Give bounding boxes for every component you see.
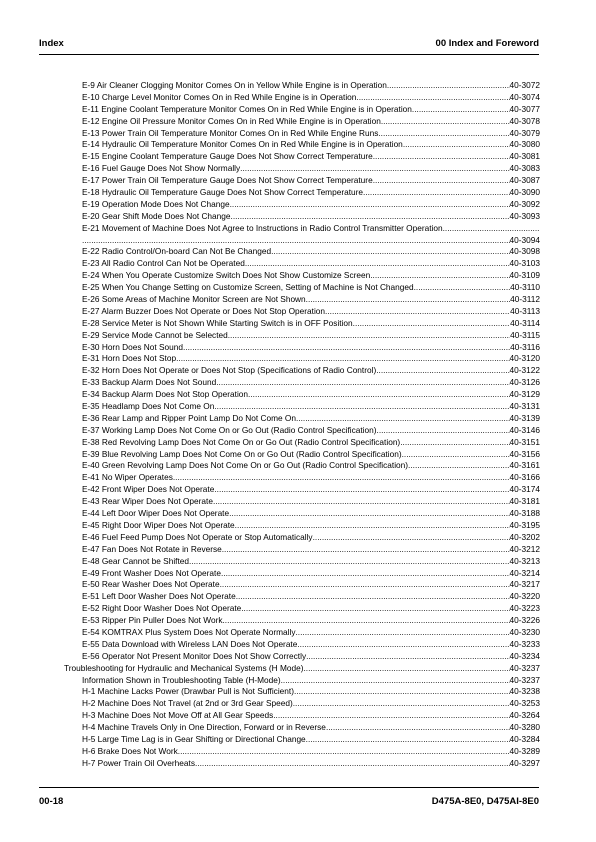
toc-entry-page: 40-3114 bbox=[510, 317, 540, 328]
toc-entry-title: E-51 Left Door Washer Does Not Operate bbox=[82, 591, 236, 602]
dot-leader bbox=[189, 556, 510, 568]
toc-entry-title: E-16 Fuel Gauge Does Not Show Normally bbox=[82, 163, 241, 174]
toc-entry[interactable] bbox=[64, 246, 540, 258]
toc-entry-page: 40-3112 bbox=[510, 294, 540, 305]
dot-leader bbox=[183, 342, 510, 354]
dot-leader bbox=[402, 449, 510, 461]
toc-entry-title: E-17 Power Train Oil Temperature Gauge Does Not Show Correct Temperature bbox=[82, 175, 373, 186]
dot-leader bbox=[400, 437, 509, 449]
toc-entry-title: E-23 All Radio Control Can Not be Operated bbox=[82, 258, 245, 269]
toc-entry[interactable] bbox=[64, 627, 540, 639]
toc-entry-page: 40-3212 bbox=[509, 543, 540, 554]
toc-entry-page: 40-3253 bbox=[509, 698, 540, 709]
toc-entry[interactable] bbox=[64, 663, 540, 675]
dot-leader bbox=[271, 246, 509, 258]
toc-entry-title: E-52 Right Door Washer Does Not Operate bbox=[82, 603, 242, 614]
toc-entry-title: E-18 Hydraulic Oil Temperature Gauge Does Not Show Correct Temperature bbox=[82, 187, 363, 197]
toc-entry-title: E-41 No Wiper Operates bbox=[82, 472, 173, 483]
toc-entry[interactable] bbox=[64, 556, 540, 568]
dot-leader bbox=[414, 282, 511, 294]
toc-entry-page: 40-3077 bbox=[509, 103, 540, 114]
dot-leader bbox=[325, 306, 510, 318]
toc-entry[interactable] bbox=[64, 532, 540, 544]
toc-entry-page: 40-3233 bbox=[509, 638, 540, 649]
toc-entry-page: 40-3092 bbox=[509, 198, 540, 209]
toc-entry-title: E-35 Headlamp Does Not Come On bbox=[82, 401, 215, 412]
toc-entry-title: E-10 Charge Level Monitor Comes On in Red While Engine is in Operation bbox=[82, 91, 357, 102]
toc-entry-title: E-39 Blue Revolving Lamp Does Not Come On or Go Out (Radio Control Specification) bbox=[82, 448, 402, 459]
toc-entry-page: 40-3146 bbox=[509, 424, 540, 435]
dot-leader bbox=[216, 377, 509, 389]
toc-entry-title: E-53 Ripper Pin Puller Does Not Work bbox=[82, 615, 223, 626]
toc-entry[interactable] bbox=[64, 270, 540, 282]
toc-entry-title: Troubleshooting for Hydraulic and Mechanical Systems (H Mode) bbox=[64, 662, 304, 673]
toc-entry[interactable] bbox=[64, 579, 540, 591]
toc-entry-page: 40-3264 bbox=[509, 710, 540, 721]
toc-entry-title: E-9 Air Cleaner Clogging Monitor Comes On in Yellow While Engine is in Operation bbox=[82, 79, 387, 90]
dot-leader bbox=[370, 270, 509, 282]
toc-entry-page: 40-3234 bbox=[509, 650, 540, 661]
toc-entry-title: E-37 Working Lamp Does Not Come On or Go Out (Radio Control Specification) bbox=[82, 424, 377, 435]
dot-leader bbox=[326, 722, 510, 734]
dot-leader bbox=[412, 104, 510, 116]
toc-entry-page: 40-3188 bbox=[509, 508, 540, 519]
toc-entry[interactable] bbox=[64, 544, 540, 556]
dot-leader bbox=[356, 92, 509, 104]
toc-entry[interactable] bbox=[64, 342, 540, 354]
toc-entry-title: E-47 Fan Does Not Rotate in Reverse bbox=[82, 543, 222, 554]
toc-entry-title: H-3 Machine Does Not Move Off at All Gear Speeds bbox=[82, 710, 274, 721]
toc-entry[interactable] bbox=[64, 116, 540, 128]
toc-entry-page: 40-3126 bbox=[509, 377, 540, 388]
toc-entry-page: 40-3083 bbox=[509, 163, 540, 174]
toc-entry-page: 40-3110 bbox=[510, 282, 540, 293]
toc-entry-page: 40-3120 bbox=[509, 353, 540, 364]
toc-entry-title: E-42 Front Wiper Does Not Operate bbox=[82, 484, 215, 495]
toc-entry[interactable] bbox=[64, 472, 540, 484]
dot-leader bbox=[378, 128, 509, 140]
toc-entry-page: 40-3109 bbox=[509, 270, 540, 281]
dot-leader bbox=[387, 80, 510, 92]
toc-entry-title: Information Shown in Troubleshooting Table (H-Mode) bbox=[82, 674, 281, 685]
toc-entry-title: E-25 When You Change Setting on Customize Screen, Setting of Machine is Not Changed bbox=[82, 282, 414, 293]
toc-entry-page: 40-3098 bbox=[509, 246, 540, 257]
toc-entry-page: 40-3226 bbox=[509, 615, 540, 626]
dot-leader bbox=[296, 413, 510, 425]
toc-entry[interactable] bbox=[64, 722, 540, 734]
toc-entry[interactable] bbox=[64, 258, 540, 270]
toc-entry[interactable] bbox=[64, 675, 540, 687]
toc-entry-title: E-24 When You Operate Customize Switch Does Not Show Customize Screen bbox=[82, 270, 371, 281]
toc-entry[interactable] bbox=[64, 151, 540, 163]
toc-entry-title: E-34 Backup Alarm Does Not Stop Operation bbox=[82, 389, 249, 400]
dot-leader bbox=[229, 508, 509, 520]
toc-entry-page: 40-3297 bbox=[509, 757, 540, 768]
dot-leader bbox=[281, 675, 510, 687]
toc-entry[interactable] bbox=[64, 282, 540, 294]
dot-leader bbox=[377, 425, 510, 437]
toc-entry-title: E-27 Alarm Buzzer Does Not Operate or Does Not Stop Operation bbox=[82, 305, 326, 316]
footer-model-name: D475A-8E0, D475AI-8E0 bbox=[431, 796, 539, 807]
dot-leader bbox=[231, 211, 510, 223]
table-of-contents bbox=[64, 80, 540, 770]
toc-entry-title: H-7 Power Train Oil Overheats bbox=[82, 757, 195, 768]
dot-leader bbox=[293, 698, 510, 710]
toc-entry-page: 40-3237 bbox=[509, 674, 540, 685]
dot-leader bbox=[245, 258, 510, 270]
toc-entry-page: 40-3223 bbox=[509, 603, 540, 614]
dot-leader bbox=[235, 520, 510, 532]
dot-leader bbox=[178, 746, 510, 758]
dot-leader bbox=[230, 199, 510, 211]
toc-entry-page: 40-3074 bbox=[509, 91, 540, 102]
dot-leader bbox=[306, 294, 510, 306]
dot-leader bbox=[306, 734, 510, 746]
toc-entry-page: 40-3181 bbox=[509, 496, 540, 507]
toc-entry-title: E-46 Fuel Feed Pump Does Not Operate or Stop Automatically bbox=[82, 531, 313, 542]
toc-entry[interactable] bbox=[64, 734, 540, 746]
toc-entry-title: E-45 Right Door Wiper Does Not Operate bbox=[82, 519, 235, 530]
dot-leader bbox=[240, 163, 509, 175]
toc-entry[interactable] bbox=[64, 211, 540, 223]
toc-entry-page: 40-3093 bbox=[509, 210, 540, 221]
toc-entry[interactable] bbox=[64, 568, 540, 580]
dot-leader bbox=[221, 568, 510, 580]
toc-entry-title: E-22 Radio Control/On-board Can Not Be Changed bbox=[82, 246, 272, 257]
toc-entry-title: H-6 Brake Does Not Work bbox=[82, 745, 178, 756]
dot-leader bbox=[176, 353, 509, 365]
dot-leader bbox=[195, 758, 510, 770]
toc-entry-page: 40-3284 bbox=[509, 733, 540, 744]
toc-entry-title: E-40 Green Revolving Lamp Does Not Come On or Go Out (Radio Control Specification) bbox=[82, 460, 409, 471]
toc-entry[interactable] bbox=[64, 306, 540, 318]
toc-entry-page: 40-3202 bbox=[509, 531, 540, 542]
toc-entry[interactable] bbox=[64, 175, 540, 187]
toc-entry-page: 40-3156 bbox=[509, 448, 540, 459]
toc-entry-page: 40-3195 bbox=[509, 519, 540, 530]
dot-leader bbox=[363, 187, 510, 199]
toc-entry-page: 40-3238 bbox=[509, 686, 540, 697]
toc-entry-page: 40-3080 bbox=[509, 139, 540, 150]
toc-entry[interactable] bbox=[64, 377, 540, 389]
dot-leader bbox=[297, 639, 509, 651]
toc-entry-page: 40-3220 bbox=[509, 591, 540, 602]
dot-leader bbox=[248, 389, 510, 401]
toc-entry-page: 40-3079 bbox=[509, 127, 540, 138]
dot-leader bbox=[294, 686, 510, 698]
toc-entry-title: E-30 Horn Does Not Sound bbox=[82, 341, 184, 352]
toc-entry[interactable] bbox=[64, 223, 540, 235]
toc-entry-title: H-4 Machine Travels Only in One Direction, Forward or in Reverse bbox=[82, 722, 326, 733]
toc-entry-title: E-15 Engine Coolant Temperature Gauge Does Not Show Correct Temperature bbox=[82, 151, 373, 162]
dot-leader bbox=[173, 472, 510, 484]
toc-entry[interactable] bbox=[64, 651, 540, 663]
dot-leader bbox=[82, 235, 510, 247]
toc-entry[interactable] bbox=[64, 758, 540, 770]
toc-entry[interactable] bbox=[64, 163, 540, 175]
toc-entry[interactable] bbox=[64, 401, 540, 413]
toc-entry-title: E-49 Front Washer Does Not Operate bbox=[82, 567, 221, 578]
dot-leader bbox=[241, 603, 509, 615]
toc-entry-page: 40-3166 bbox=[509, 472, 540, 483]
toc-entry-page: 40-3230 bbox=[509, 626, 540, 637]
toc-entry[interactable] bbox=[64, 365, 540, 377]
dot-leader bbox=[373, 151, 510, 163]
toc-entry-title: E-14 Hydraulic Oil Temperature Monitor Comes On in Red While Engine is in Operation bbox=[82, 139, 403, 150]
toc-entry-page: 40-3094 bbox=[509, 234, 540, 245]
toc-entry[interactable] bbox=[64, 80, 540, 92]
toc-entry-title: H-5 Large Time Lag is in Gear Shifting or Directional Change bbox=[82, 733, 306, 744]
dot-leader bbox=[403, 139, 510, 151]
toc-entry-page: 40-3129 bbox=[509, 389, 540, 400]
toc-entry-page: 40-3116 bbox=[510, 341, 540, 352]
toc-entry-title: E-12 Engine Oil Pressure Monitor Comes On in Red While Engine is in Operation bbox=[82, 115, 381, 126]
toc-entry-title: E-21 Movement of Machine Does Not Agree to Instructions in Radio Control Transmitter Operation bbox=[82, 222, 443, 233]
toc-entry-page: 40-3122 bbox=[509, 365, 540, 376]
toc-entry[interactable] bbox=[64, 520, 540, 532]
toc-entry-title: E-56 Operator Not Present Monitor Does Not Show Correctly bbox=[82, 650, 307, 661]
toc-entry[interactable] bbox=[64, 92, 540, 104]
footer-page-number: 00-18 bbox=[39, 796, 64, 807]
toc-entry-page: 40-3081 bbox=[509, 151, 540, 162]
toc-entry[interactable] bbox=[64, 187, 540, 199]
toc-entry-page: 40-3090 bbox=[509, 187, 540, 197]
toc-entry-page: 40-3217 bbox=[509, 579, 540, 590]
toc-entry[interactable] bbox=[64, 425, 540, 437]
toc-entry[interactable] bbox=[64, 746, 540, 758]
toc-entry-page: 40-3161 bbox=[509, 460, 540, 471]
dot-leader bbox=[306, 651, 509, 663]
dot-leader bbox=[214, 401, 509, 413]
dot-leader bbox=[220, 579, 510, 591]
toc-entry[interactable] bbox=[64, 294, 540, 306]
toc-entry-page: 40-3151 bbox=[509, 436, 540, 447]
toc-entry-title: E-13 Power Train Oil Temperature Monitor Comes On in Red While Engine Runs bbox=[82, 127, 379, 138]
toc-entry[interactable] bbox=[64, 710, 540, 722]
toc-entry[interactable] bbox=[64, 353, 540, 365]
toc-entry-title: E-33 Backup Alarm Does Not Sound bbox=[82, 377, 217, 388]
toc-entry-page: 40-3131 bbox=[509, 401, 540, 412]
toc-entry-title: H-1 Machine Lacks Power (Drawbar Pull is Not Sufficient) bbox=[82, 686, 294, 697]
toc-entry-title: E-38 Red Revolving Lamp Does Not Come On or Go Out (Radio Control Specification) bbox=[82, 436, 401, 447]
toc-entry-page: 40-3213 bbox=[509, 555, 540, 566]
dot-leader bbox=[376, 365, 509, 377]
toc-entry[interactable] bbox=[64, 639, 540, 651]
toc-entry-page: 40-3174 bbox=[509, 484, 540, 495]
dot-leader bbox=[373, 175, 510, 187]
toc-entry[interactable] bbox=[64, 235, 540, 247]
toc-entry[interactable] bbox=[64, 698, 540, 710]
toc-entry[interactable] bbox=[64, 508, 540, 520]
toc-entry-page: 40-3072 bbox=[509, 79, 540, 90]
dot-leader bbox=[213, 496, 510, 508]
toc-entry-title: E-54 KOMTRAX Plus System Does Not Operate Normally bbox=[82, 626, 296, 637]
toc-entry[interactable] bbox=[64, 484, 540, 496]
dot-leader bbox=[223, 615, 510, 627]
toc-entry-page: 40-3280 bbox=[509, 722, 540, 733]
toc-entry-page: 40-3087 bbox=[509, 175, 540, 186]
toc-entry[interactable] bbox=[64, 199, 540, 211]
toc-entry[interactable] bbox=[64, 603, 540, 615]
header-section-title: Index bbox=[39, 38, 64, 49]
toc-entry-title: E-36 Rear Lamp and Ripper Point Lamp Do Not Come On bbox=[82, 412, 296, 423]
toc-entry-title: E-19 Operation Mode Does Not Change bbox=[82, 198, 230, 209]
dot-leader bbox=[353, 318, 510, 330]
dot-leader bbox=[303, 663, 509, 675]
toc-entry-title: E-28 Service Meter is Not Shown While Starting Switch is in OFF Position bbox=[82, 317, 353, 328]
toc-entry[interactable] bbox=[64, 591, 540, 603]
toc-entry[interactable] bbox=[64, 496, 540, 508]
toc-entry[interactable] bbox=[64, 389, 540, 401]
toc-entry-title: E-43 Rear Wiper Does Not Operate bbox=[82, 496, 213, 507]
dot-leader bbox=[273, 710, 509, 722]
toc-entry[interactable] bbox=[64, 686, 540, 698]
toc-entry-page: 40-3139 bbox=[509, 412, 540, 423]
toc-entry-page: 40-3289 bbox=[509, 745, 540, 756]
dot-leader bbox=[295, 627, 509, 639]
toc-entry[interactable] bbox=[64, 318, 540, 330]
toc-entry-page: 40-3237 bbox=[509, 662, 540, 673]
toc-entry-page: 40-3078 bbox=[509, 115, 540, 126]
toc-entry-title: E-55 Data Download with Wireless LAN Does Not Operate bbox=[82, 638, 298, 649]
dot-leader bbox=[381, 116, 510, 128]
toc-entry-title: E-44 Left Door Wiper Does Not Operate bbox=[82, 508, 230, 519]
toc-entry[interactable] bbox=[64, 139, 540, 151]
toc-entry[interactable] bbox=[64, 330, 540, 342]
toc-entry[interactable] bbox=[64, 449, 540, 461]
toc-entry-page: 40-3115 bbox=[510, 329, 540, 340]
dot-leader bbox=[222, 544, 510, 556]
toc-entry[interactable] bbox=[64, 461, 540, 473]
header-divider bbox=[39, 54, 539, 55]
toc-entry[interactable] bbox=[64, 437, 540, 449]
toc-entry-page: 40-3113 bbox=[510, 305, 540, 316]
dot-leader bbox=[228, 330, 510, 342]
toc-entry-title: E-11 Engine Coolant Temperature Monitor Comes On in Red While Engine is in Operation bbox=[82, 103, 412, 114]
toc-entry[interactable] bbox=[64, 104, 540, 116]
dot-leader bbox=[443, 223, 540, 235]
toc-entry-title: E-50 Rear Washer Does Not Operate bbox=[82, 579, 220, 590]
toc-entry-title: E-29 Service Mode Cannot be Selected bbox=[82, 329, 228, 340]
dot-leader bbox=[214, 484, 509, 496]
header-chapter-title: 00 Index and Foreword bbox=[435, 38, 539, 49]
toc-entry[interactable] bbox=[64, 413, 540, 425]
toc-entry-page: 40-3214 bbox=[509, 567, 540, 578]
toc-entry[interactable] bbox=[64, 128, 540, 140]
toc-entry-title: E-32 Horn Does Not Operate or Does Not Stop (Specifications of Radio Control) bbox=[82, 365, 377, 376]
toc-entry-title: E-26 Some Areas of Machine Monitor Screen are Not Shown bbox=[82, 294, 306, 305]
footer-divider bbox=[39, 787, 539, 788]
toc-entry[interactable] bbox=[64, 615, 540, 627]
dot-leader bbox=[313, 532, 510, 544]
dot-leader bbox=[408, 460, 510, 472]
toc-entry-title: E-20 Gear Shift Mode Does Not Change bbox=[82, 210, 231, 221]
toc-entry-title: E-31 Horn Does Not Stop bbox=[82, 353, 177, 364]
dot-leader bbox=[236, 591, 510, 603]
toc-entry-title: H-2 Machine Does Not Travel (at 2nd or 3rd Gear Speed) bbox=[82, 698, 293, 709]
toc-entry-title: E-48 Gear Cannot be Shifted bbox=[82, 555, 190, 566]
toc-entry-page: 40-3103 bbox=[509, 258, 540, 269]
